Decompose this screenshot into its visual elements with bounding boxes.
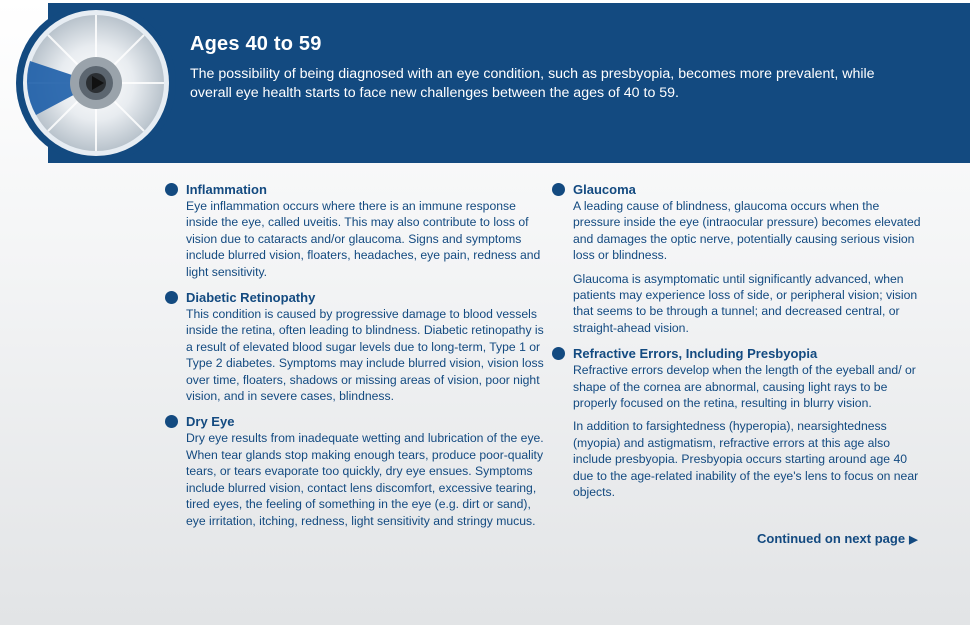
continued-label: Continued on next page [757, 531, 906, 546]
section-title: Refractive Errors, Including Presbyopia [573, 346, 818, 362]
play-right-icon: ▶ [909, 534, 918, 546]
section-text: In addition to farsightedness (hyperopia), nearsightedness (myopia) and astigmatism, refractive errors at this age also include presbyopia. Presbyopia occurs starting around age 40 due to the age-related inability of the eye's lens to focus on near objects. [573, 419, 919, 500]
bullet-icon [552, 347, 565, 360]
section-dry-eye [165, 413, 545, 528]
section-diabetic-retinopathy [165, 289, 545, 404]
bullet-icon [165, 415, 178, 428]
section-refractive-errors [552, 345, 922, 500]
section-inflammation [165, 181, 545, 280]
bullet-icon [165, 291, 178, 304]
left-column [165, 181, 545, 538]
page-title: Ages 40 to 59 [190, 33, 322, 55]
section-text: Refractive errors develop when the length of the eyeball and/ or shape of the cornea are abnormal, causing light rays to be properly focused on the retina, resulting in blurry vision. [573, 363, 916, 411]
section-text: Eye inflammation occurs where there is an immune response inside the eye, called uveitis. This may also contribute to loss of vision due to cataracts and/or glaucoma. Signs and symptoms include blurred vision, floaters, headaches, eye pain, redness and light sensitivity. [186, 199, 541, 279]
section-text: Dry eye results from inadequate wetting and lubrication of the eye. When tear glands stop making enough tears, produce poor-quality tears, or tears evaporate too quickly, dry eye ensues. Symptoms include blurred vision, contact lens discomfort, excessive tearing, tired eyes, the feeling of something in the eye (e.g. dirt or sand), eye irritation, itching, redness, light sensitivity and stringy mucus. [186, 431, 544, 528]
section-glaucoma [552, 181, 922, 336]
section-title: Dry Eye [186, 414, 235, 430]
section-text: Glaucoma is asymptomatic until significantly advanced, when patients may experience loss of side, or peripheral vision; vision that seems to be through a tunnel; and decreased central, or straight-ahead vision. [573, 271, 918, 335]
section-title: Diabetic Retinopathy [186, 290, 316, 306]
bullet-icon [552, 183, 565, 196]
bullet-icon [165, 183, 178, 196]
continued-link[interactable] [757, 531, 918, 546]
section-text: This condition is caused by progressive damage to blood vessels inside the retina, often leading to blindness. Diabetic retinopathy is a result of elevated blood sugar levels due to long-term, Type 1 or Type 2 diabetes. Symptoms may include blurred vision, vision loss over time, floaters, shadows or missing areas of vision, poor night vision, and in severe cases, blindness. [186, 307, 544, 404]
section-title: Inflammation [186, 182, 267, 197]
eye-logo-icon [12, 3, 180, 163]
page-subtitle: The possibility of being diagnosed with an eye condition, such as presbyopia, becomes more prevalent, while overall eye health starts to face new challenges between the ages of 40 to 59. [190, 66, 875, 101]
section-title: Glaucoma [573, 182, 636, 197]
section-text: A leading cause of blindness, glaucoma occurs when the pressure inside the eye (intraocular pressure) becomes elevated and damages the optic nerve, potentially causing serious vision loss or blindness. [573, 199, 921, 263]
right-column [552, 181, 922, 510]
